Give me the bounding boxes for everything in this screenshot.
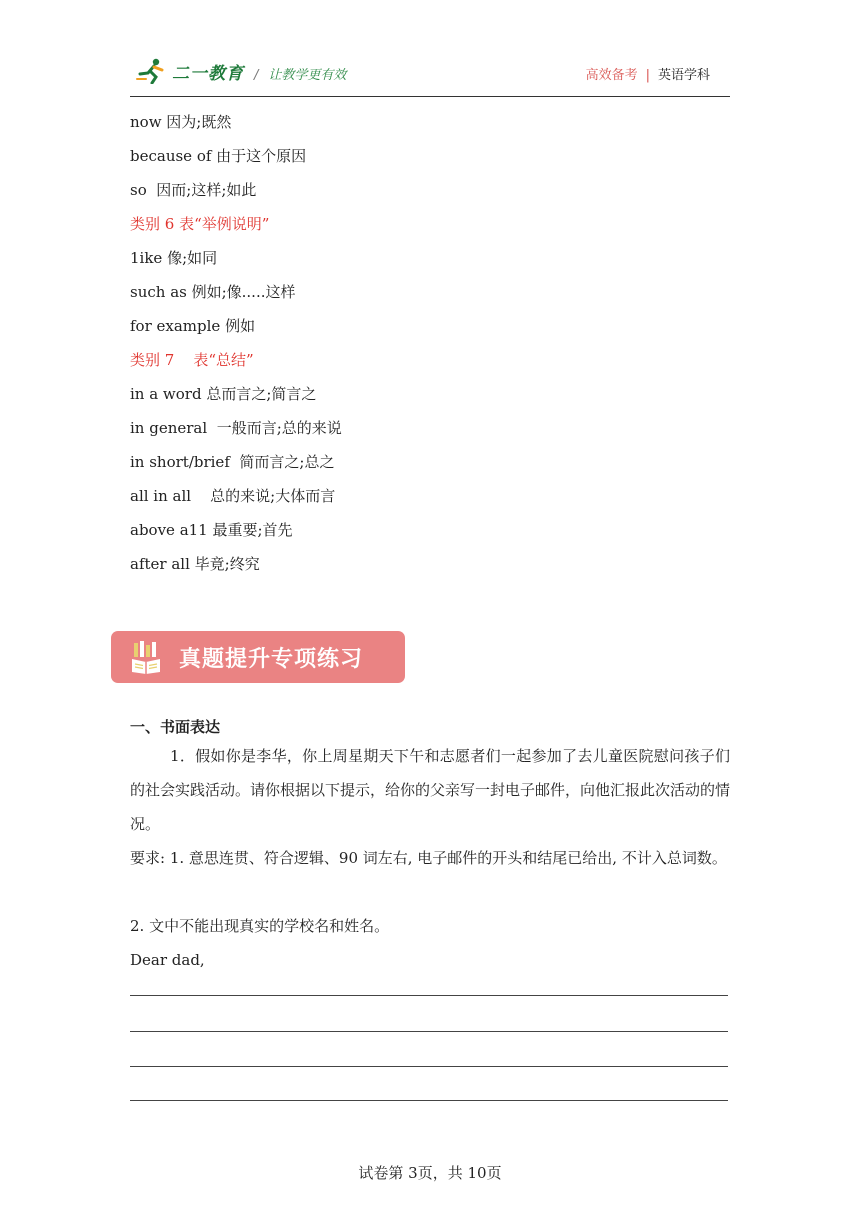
answer-line[interactable]: [130, 1066, 728, 1067]
slogan-text: 让教学更有效: [268, 68, 347, 83]
logo: [136, 58, 244, 84]
phrase-line: now 因为;既然: [130, 113, 232, 131]
phrase-line: such as 例如;像.....这样: [130, 283, 296, 301]
phrase-line: in a word 总而言之;简言之: [130, 385, 317, 403]
phrase-line: all in all 总的来说;大体而言: [130, 487, 336, 505]
phrase-line: above a11 最重要;首先: [130, 521, 293, 539]
slogan-divider: /: [254, 68, 259, 83]
page-header: [130, 52, 730, 97]
phrase-line: after all 毕竟;终究: [130, 555, 260, 573]
book-icon: [131, 640, 161, 674]
section-heading: 一、书面表达: [130, 718, 221, 736]
logo-text: 二一教育: [172, 63, 244, 84]
header-right: [586, 64, 710, 83]
header-tag-subject: 英语学科: [657, 68, 710, 83]
requirements: 要求: 1. 意思连贯、符合逻辑、90 词左右, 电子邮件的开头和结尾已给出, 不计入总词数。: [130, 849, 727, 867]
phrase-line: so 因而;这样;如此: [130, 181, 257, 199]
answer-line[interactable]: [130, 995, 728, 996]
question-1: 1．假如你是李华，你上周星期天下午和志愿者们一起参加了去儿童医院慰问孩子们的社会实践活动。请你根据以下提示，给你的父亲写一封电子邮件，向他汇报此次活动的情况。: [130, 747, 731, 833]
phrase-line: in short/brief 简而言之;总之: [130, 453, 335, 471]
phrase-line: in general 一般而言;总的来说: [130, 419, 342, 437]
category-heading: 类别 6 表“举例说明”: [130, 215, 270, 233]
runner-logo-icon: [136, 58, 168, 84]
phrase-line: because of 由于这个原因: [130, 147, 307, 165]
answer-line[interactable]: [130, 1031, 728, 1032]
letter-greeting: Dear dad,: [130, 951, 205, 969]
page-footer: 试卷第 3页，共 10页: [358, 1164, 502, 1182]
header-divider: |: [645, 68, 650, 83]
slogan: [254, 64, 346, 83]
answer-line[interactable]: [130, 1100, 728, 1101]
section-banner: [111, 631, 405, 683]
banner-title: 真题提升专项练习: [179, 646, 364, 672]
header-tag-exam: 高效备考: [585, 68, 638, 83]
phrase-line: for example 例如: [130, 317, 256, 335]
category-heading: 类别 7 表“总结”: [130, 351, 254, 369]
requirement-2: 2. 文中不能出现真实的学校名和姓名。: [130, 917, 390, 935]
phrase-line: 1ike 像;如同: [130, 249, 218, 267]
